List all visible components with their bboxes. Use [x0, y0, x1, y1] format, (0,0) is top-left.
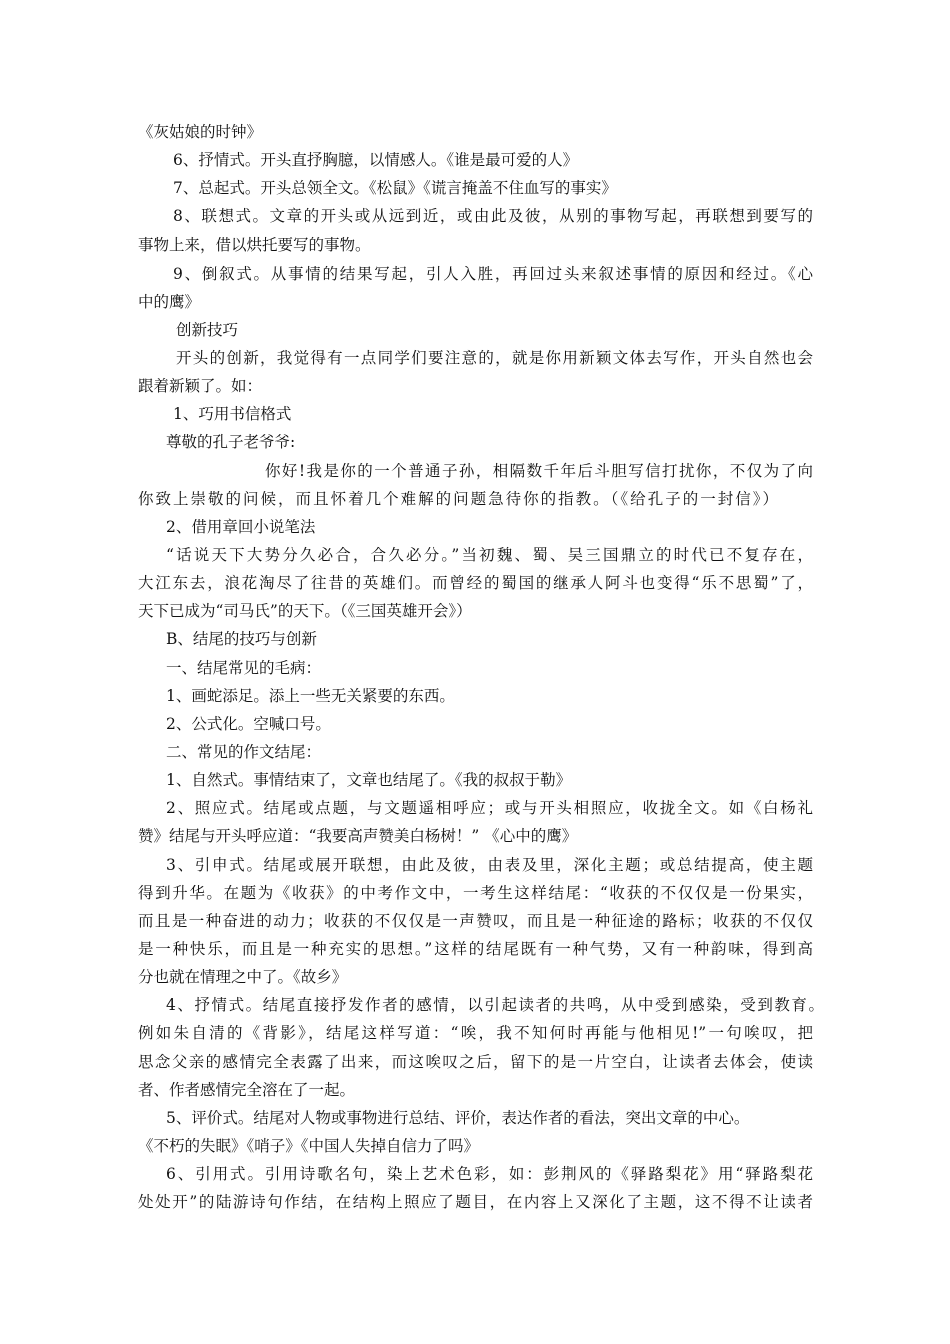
text-line: 是一种快乐，而且是一种充实的思想。”这样的结尾既有一种气势，又有一种韵味，得到高 — [138, 940, 813, 958]
text-line: 例如朱自清的《背影》，结尾这样写道：“唉，我不知何时再能与他相见!”一句唉叹，把 — [138, 1024, 813, 1042]
text-line: 1、画蛇添足。添上一些无关紧要的东西。 — [166, 687, 455, 705]
text-line: 2、照应式。结尾或点题，与文题遥相呼应；或与开头相照应，收拢全文。如《白杨礼 — [166, 799, 813, 817]
text-line: 思念父亲的感情完全表露了出来，而这唉叹之后，留下的是一片空白，让读者去体会，使读 — [138, 1053, 813, 1071]
text-line: 尊敬的孔子老爷爷: — [166, 433, 296, 451]
text-line: 3、引申式。结尾或展开联想，由此及彼，由表及里，深化主题；或总结提高，使主题 — [166, 856, 813, 874]
text-line: 6、引用式。引用诗歌名句，染上艺术色彩，如：彭荆风的《驿路梨花》用“驿路梨花 — [166, 1165, 813, 1183]
text-line: 9、倒叙式。从事情的结果写起，引人入胜，再回过头来叙述事情的原因和经过。《心 — [173, 265, 813, 283]
text-line: 6、抒情式。开头直抒胸臆，以情感人。《谁是最可爱的人》 — [173, 151, 579, 169]
text-line: 8、联想式。文章的开头或从远到近，或由此及彼，从别的事物写起，再联想到要写的 — [173, 207, 813, 225]
text-line: 2、借用章回小说笔法 — [166, 518, 316, 536]
text-line: “话说天下大势分久必合，合久必分。”当初魏、蜀、吴三国鼎立的时代已不复存在， — [166, 546, 813, 564]
text-line: 2、公式化。空喊口号。 — [166, 715, 331, 733]
text-line: 1、自然式。事情结束了，文章也结尾了。《我的叔叔于勒》 — [166, 771, 572, 789]
text-line: 大江东去，浪花淘尽了往昔的英雄们。而曾经的蜀国的继承人阿斗也变得“乐不思蜀”了， — [138, 574, 813, 592]
text-line: 赞》结尾与开头呼应道：“我要高声赞美白杨树！” 《心中的鹰》 — [138, 827, 578, 845]
text-line: 4、抒情式。结尾直接抒发作者的感情，以引起读者的共鸣，从中受到感染，受到教育。 — [166, 996, 824, 1014]
text-line: 7、总起式。开头总领全文。《松鼠》《谎言掩盖不住血写的事实》 — [173, 179, 617, 197]
text-line: 1、巧用书信格式 — [173, 405, 292, 423]
section-heading: 创新技巧 — [176, 321, 239, 339]
text-line: 你好!我是你的一个普通子孙，相隔数千年后斗胆写信打扰你，不仅为了向 — [265, 462, 813, 480]
text-line: 分也就在情理之中了。《故乡》 — [138, 968, 348, 986]
text-line: 开头的创新，我觉得有一点同学们要注意的，就是你用新颖文体去写作，开头自然也会 — [176, 349, 813, 367]
text-line: 你致上崇敬的问候，而且怀着几个难解的问题急待你的指教。（《给孔子的一封信》） — [138, 490, 778, 508]
section-heading: B、结尾的技巧与创新 — [166, 630, 317, 648]
text-line: 《不朽的失眠》《哨子》《中国人失掉自信力了吗》 — [138, 1137, 480, 1155]
text-line: 天下已成为“司马氏”的天下。（《三国英雄开会》） — [138, 602, 472, 620]
text-line: 二、常见的作文结尾： — [166, 743, 322, 761]
text-line: 者、作者感情完全溶在了一起。 — [138, 1081, 356, 1099]
text-line: 得到升华。在题为《收获》的中考作文中，一考生这样结尾：“收获的不仅仅是一份果实， — [138, 884, 813, 902]
text-line: 处处开”的陆游诗句作结，在结构上照应了题目，在内容上又深化了主题，这不得不让读者 — [138, 1193, 813, 1211]
text-line: 事物上来，借以烘托要写的事物。 — [138, 236, 371, 254]
text-line: 中的鹰》 — [138, 293, 201, 311]
text-line: 《灰姑娘的时钟》 — [138, 123, 263, 141]
text-line: 5、评价式。结尾对人物或事物进行总结、评价，表达作者的看法，突出文章的中心。 — [166, 1109, 750, 1127]
text-line: 跟着新颖了。如： — [138, 377, 263, 395]
text-line: 而且是一种奋进的动力；收获的不仅仅是一声赞叹，而且是一种征途的路标；收获的不仅仅 — [138, 912, 813, 930]
text-line: 一、结尾常见的毛病： — [166, 659, 322, 677]
